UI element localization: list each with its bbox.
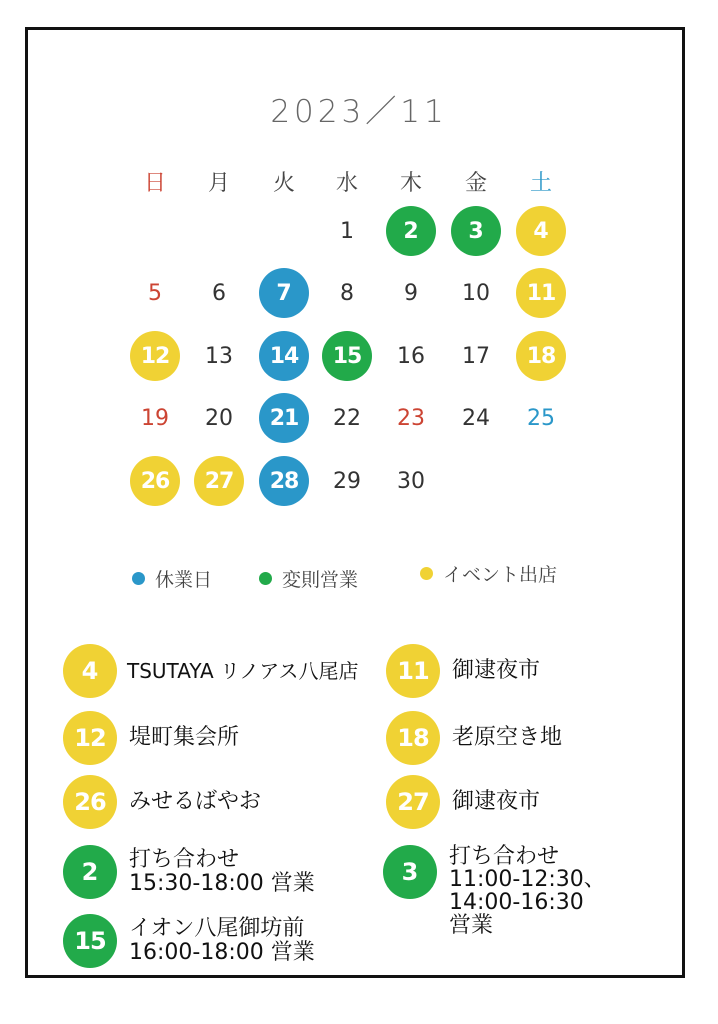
calendar-day: 8 <box>340 280 354 306</box>
legend-holiday <box>132 565 212 592</box>
calendar-day: 7 <box>259 268 309 318</box>
legend-event-dot <box>420 567 433 580</box>
event-item <box>63 775 261 829</box>
event-day-badge: 27 <box>386 775 440 829</box>
event-line: みせるばやお <box>129 789 262 814</box>
calendar-day: 11 <box>516 268 566 318</box>
event-line: 14:00-16:30 <box>449 890 584 915</box>
calendar-day: 29 <box>333 468 361 494</box>
event-description <box>127 659 358 683</box>
event-day-badge: 18 <box>386 711 440 765</box>
calendar-day: 1 <box>340 218 354 244</box>
legend-holiday-dot <box>132 572 145 585</box>
event-day-badge: 4 <box>63 644 117 698</box>
event-line: 11:00-12:30、 <box>449 867 606 892</box>
calendar-day: 3 <box>451 206 501 256</box>
event-day-badge: 15 <box>63 914 117 968</box>
event-line: 打ち合わせ <box>449 844 560 869</box>
event-line: 営業 <box>449 913 494 938</box>
event-line: 堤町集会所 <box>129 725 240 750</box>
event-description <box>452 726 562 750</box>
calendar-day: 23 <box>397 405 425 431</box>
weekday-header: 土 <box>529 170 552 196</box>
legend-event <box>420 560 557 587</box>
event-day-badge: 12 <box>63 711 117 765</box>
calendar-day: 4 <box>516 206 566 256</box>
event-description <box>129 790 261 814</box>
event-line: TSUTAYA リノアス八尾店 <box>127 659 359 683</box>
legend-special-label: 変則営業 <box>282 569 359 591</box>
event-day-badge: 26 <box>63 775 117 829</box>
weekday-header: 金 <box>464 170 487 196</box>
event-item <box>63 914 315 968</box>
calendar-day: 12 <box>130 331 180 381</box>
calendar-day: 25 <box>527 405 555 431</box>
event-line: 御逮夜市 <box>452 789 541 814</box>
event-day-badge: 2 <box>63 845 117 899</box>
event-day-badge: 3 <box>383 845 437 899</box>
event-description <box>449 845 606 937</box>
calendar-day: 17 <box>462 343 490 369</box>
calendar-day: 24 <box>462 405 490 431</box>
event-line: 15:30-18:00 営業 <box>129 871 315 896</box>
weekday-header: 火 <box>272 170 295 196</box>
calendar-day: 6 <box>212 280 226 306</box>
event-description <box>129 848 315 896</box>
event-description <box>129 917 315 965</box>
calendar-day: 27 <box>194 456 244 506</box>
calendar-day: 10 <box>462 280 490 306</box>
event-item <box>386 711 562 765</box>
calendar-title: 2023／11 <box>270 94 448 130</box>
calendar-day: 5 <box>148 280 162 306</box>
event-line: 打ち合わせ <box>129 847 240 872</box>
legend-special <box>259 565 358 592</box>
event-line: 老原空き地 <box>452 725 563 750</box>
event-day-badge: 11 <box>386 644 440 698</box>
event-item <box>63 644 358 698</box>
calendar-day: 19 <box>141 405 169 431</box>
event-item <box>386 775 540 829</box>
legend-special-dot <box>259 572 272 585</box>
weekday-header: 木 <box>399 170 422 196</box>
calendar-day: 28 <box>259 456 309 506</box>
calendar-day: 18 <box>516 331 566 381</box>
event-description <box>452 790 540 814</box>
event-item <box>386 644 540 698</box>
weekday-header: 月 <box>207 170 230 196</box>
calendar-day: 16 <box>397 343 425 369</box>
event-item <box>383 845 606 937</box>
calendar-day: 26 <box>130 456 180 506</box>
legend-event-label: イベント出店 <box>443 564 558 586</box>
calendar-day: 14 <box>259 331 309 381</box>
weekday-header: 水 <box>335 170 358 196</box>
legend-holiday-label: 休業日 <box>155 569 213 591</box>
calendar-day: 22 <box>333 405 361 431</box>
calendar-day: 2 <box>386 206 436 256</box>
calendar-day: 15 <box>322 331 372 381</box>
event-description <box>129 726 239 750</box>
calendar-day: 9 <box>404 280 418 306</box>
event-line: イオン八尾御坊前 <box>129 916 305 941</box>
event-line: 御逮夜市 <box>452 658 541 683</box>
event-description <box>452 659 540 683</box>
calendar-day: 13 <box>205 343 233 369</box>
event-line: 16:00-18:00 営業 <box>129 940 315 965</box>
weekday-header: 日 <box>143 170 166 196</box>
calendar-day: 21 <box>259 393 309 443</box>
calendar-day: 30 <box>397 468 425 494</box>
calendar-day: 20 <box>205 405 233 431</box>
event-item <box>63 845 315 899</box>
event-item <box>63 711 239 765</box>
